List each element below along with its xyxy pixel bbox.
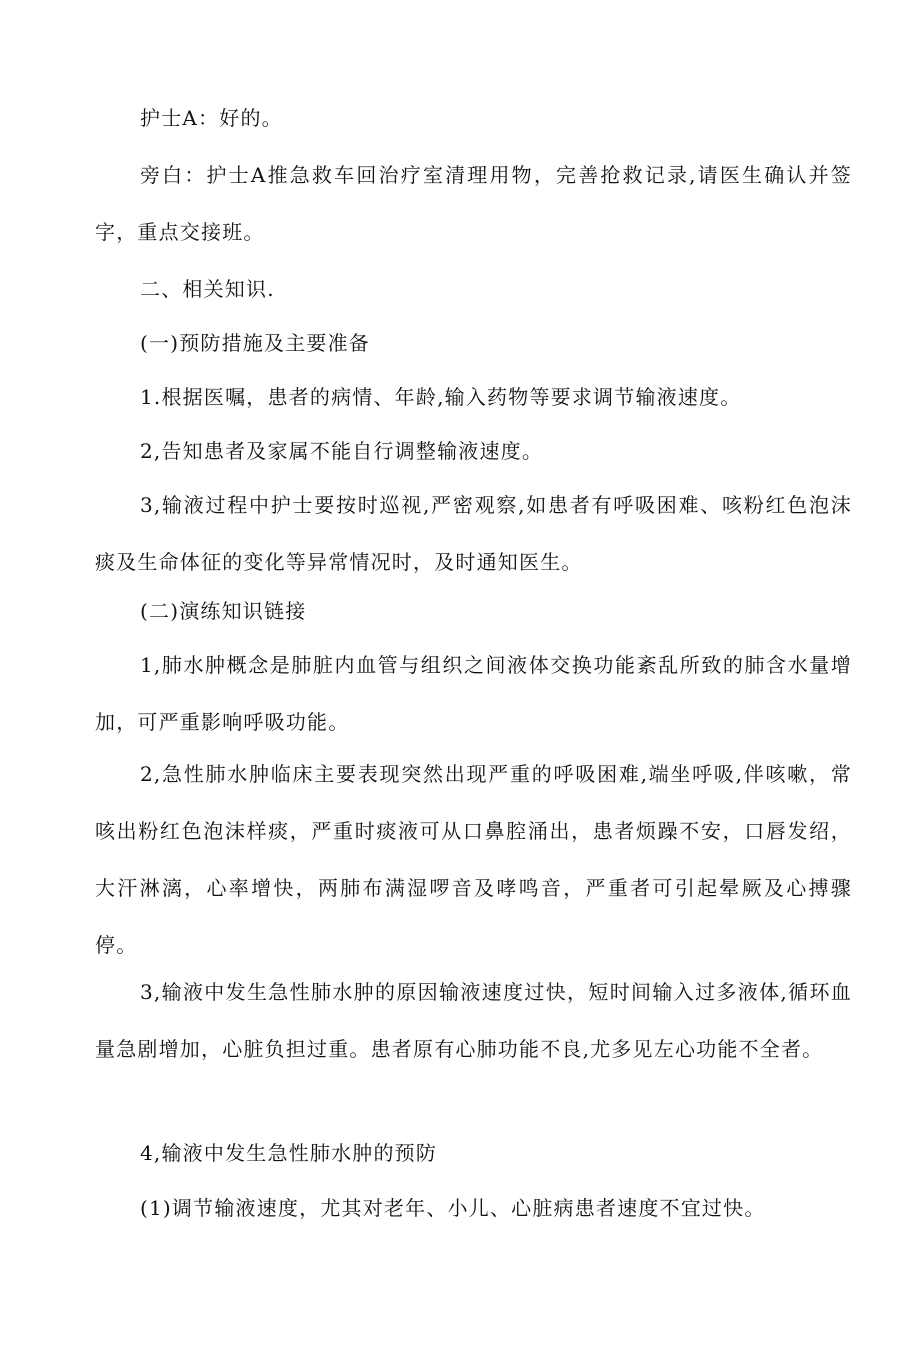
- subsection-heading-prevention: (一)预防措施及主要准备: [140, 331, 371, 355]
- prevention-item-1: 1.根据医嘱，患者的病情、年龄,输入药物等要求调节输液速度。: [140, 385, 742, 409]
- dialogue-nurse-a: 护士A：好的。: [140, 106, 283, 130]
- knowledge-item-1: 1,肺水肿概念是肺脏内血管与组织之间液体交换功能紊乱所致的肺含水量增加，可严重影响呼吸功能。: [95, 653, 852, 734]
- knowledge-item-3: 3,输液中发生急性肺水肿的原因输液速度过快，短时间输入过多液体,循环血量急剧增加，心脏负担过重。患者原有心肺功能不良,尤多见左心功能不全者。: [95, 980, 852, 1061]
- narration-paragraph: 旁白：护士A推急救车回治疗室清理用物，完善抢救记录,请医生确认并签字，重点交接班。: [95, 163, 852, 244]
- section-heading-related-knowledge: 二、相关知识.: [140, 277, 275, 301]
- prevention-item-2: 2,告知患者及家属不能自行调整输液速度。: [140, 439, 544, 463]
- knowledge-item-2: 2,急性肺水肿临床主要表现突然出现严重的呼吸困难,端坐呼吸,伴咳嗽，常咳出粉红色泡沫样痰，严重时痰液可从口鼻腔涌出，患者烦躁不安，口唇发绍，大汗淋漓，心率增快，两肺布满湿啰音及哮鸣音，严重者可引起晕厥及心搏骤停。: [95, 762, 852, 957]
- subsection-heading-knowledge-link: (二)演练知识链接: [140, 599, 307, 623]
- knowledge-item-4: 4,输液中发生急性肺水肿的预防: [140, 1141, 438, 1165]
- prevention-item-3: 3,输液过程中护士要按时巡视,严密观察,如患者有呼吸困难、咳粉红色泡沫痰及生命体征的变化等异常情况时，及时通知医生。: [95, 493, 852, 574]
- knowledge-item-4-sub-1: (1)调节输液速度，尤其对老年、小儿、心脏病患者速度不宜过快。: [140, 1196, 766, 1220]
